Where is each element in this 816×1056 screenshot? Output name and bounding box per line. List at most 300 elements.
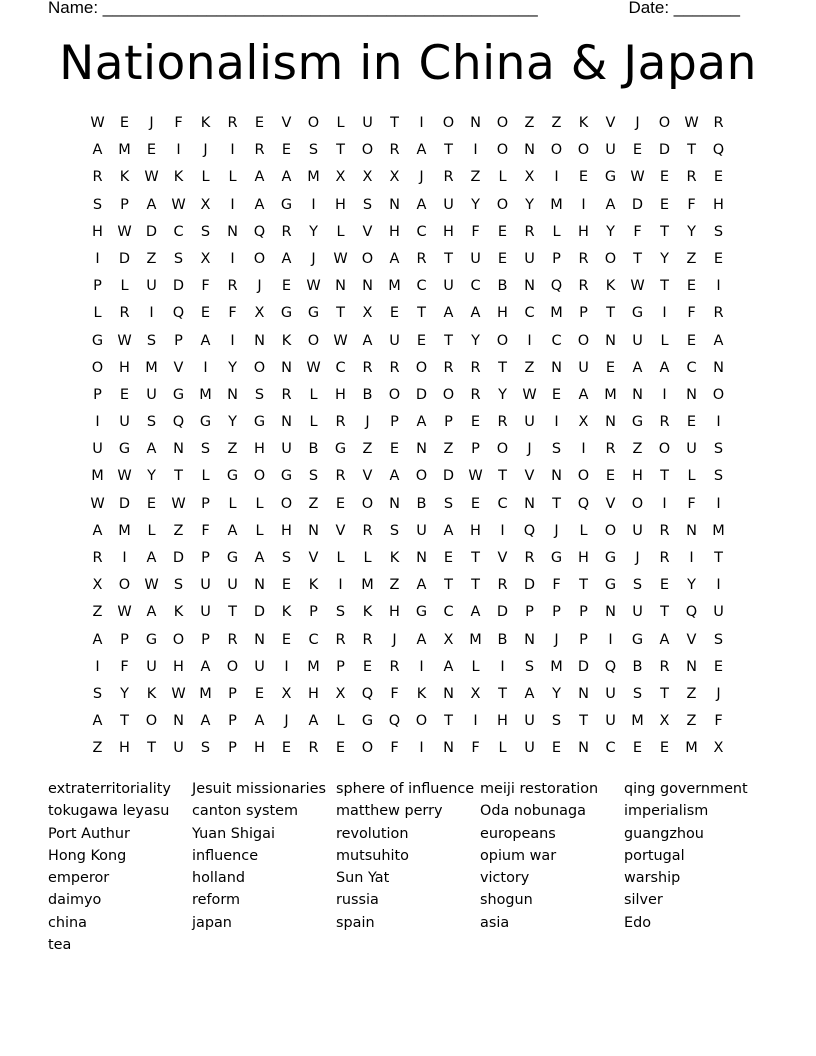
grid-letter: R — [470, 359, 481, 376]
grid-letter: T — [336, 305, 345, 322]
grid-letter: O — [442, 115, 455, 131]
word-list-item: silver — [624, 892, 663, 909]
grid-letter: G — [253, 414, 266, 431]
grid-letter: H — [470, 522, 481, 539]
grid-letter: Y — [228, 414, 237, 431]
grid-letter: H — [497, 305, 508, 322]
grid-letter: R — [335, 468, 346, 485]
grid-letter: L — [309, 386, 318, 403]
grid-letter: S — [281, 550, 292, 566]
grid-row — [84, 491, 732, 518]
grid-letter: R — [659, 658, 670, 675]
grid-letter: H — [632, 468, 643, 485]
grid-letter: X — [578, 414, 589, 431]
grid-letter: E — [632, 142, 643, 159]
grid-letter: C — [173, 223, 184, 240]
grid-letter: F — [714, 713, 723, 730]
grid-letter: I — [311, 196, 316, 213]
grid-letter: T — [228, 604, 237, 621]
grid-letter: R — [335, 414, 346, 431]
grid-letter: Z — [524, 115, 535, 131]
grid-letter: E — [335, 495, 346, 512]
grid-letter: Y — [552, 685, 561, 702]
grid-letter: O — [577, 332, 590, 349]
grid-letter: H — [335, 196, 346, 213]
word-list-item: opium war — [480, 847, 557, 864]
grid-letter: L — [228, 495, 237, 512]
grid-letter: X — [200, 250, 211, 267]
grid-letter: H — [443, 223, 454, 240]
grid-letter: S — [524, 658, 535, 675]
grid-letter: I — [149, 305, 154, 322]
grid-letter: A — [362, 332, 373, 349]
grid-letter: T — [660, 685, 669, 702]
grid-letter: W — [306, 278, 321, 295]
grid-letter: Z — [173, 522, 184, 539]
grid-letter: X — [335, 169, 346, 186]
grid-letter: L — [687, 468, 696, 485]
grid-letter: J — [392, 631, 397, 648]
grid-letter: X — [659, 713, 670, 730]
grid-letter: R — [227, 278, 238, 295]
grid-letter: D — [253, 604, 266, 621]
grid-letter: I — [419, 115, 424, 131]
grid-letter: R — [335, 631, 346, 648]
grid-letter: Q — [523, 522, 536, 539]
grid-letter: T — [714, 550, 723, 566]
grid-letter: U — [92, 441, 103, 458]
word-list-item: spain — [336, 914, 375, 931]
grid-letter: Z — [686, 713, 697, 730]
grid-letter: U — [227, 577, 238, 594]
grid-letter: U — [443, 196, 454, 213]
grid-letter: Q — [361, 685, 374, 702]
grid-letter: T — [579, 713, 588, 730]
grid-letter: N — [713, 359, 724, 376]
grid-letter: K — [173, 604, 184, 621]
grid-letter: E — [443, 550, 454, 566]
grid-letter: W — [117, 604, 132, 621]
grid-letter: L — [255, 522, 264, 539]
grid-letter: K — [578, 115, 589, 131]
grid-letter: P — [444, 414, 453, 431]
grid-row — [84, 518, 732, 545]
grid-letter: O — [361, 495, 374, 512]
word-list-item: daimyo — [48, 892, 102, 909]
grid-row — [84, 681, 732, 708]
grid-letter: M — [199, 685, 212, 702]
grid-letter: Y — [147, 468, 156, 485]
grid-letter: A — [92, 631, 103, 648]
grid-letter: G — [550, 550, 563, 566]
grid-letter: N — [416, 550, 427, 566]
grid-letter: E — [632, 740, 643, 757]
grid-letter: J — [635, 115, 640, 131]
grid-letter: N — [281, 414, 292, 431]
grid-letter: P — [120, 631, 129, 648]
grid-letter: E — [416, 332, 427, 349]
grid-letter: V — [605, 495, 616, 512]
grid-letter: G — [631, 631, 644, 648]
grid-letter: I — [419, 658, 424, 675]
grid-letter: U — [173, 740, 184, 757]
name-field[interactable]: Name: ______________________________________________ — [48, 0, 538, 17]
grid-letter: R — [578, 250, 589, 267]
grid-letter: O — [415, 713, 428, 730]
grid-letter: E — [713, 169, 724, 186]
grid-letter: A — [254, 169, 265, 186]
grid-letter: R — [497, 414, 508, 431]
grid-letter: X — [524, 169, 535, 186]
grid-letter: C — [308, 631, 319, 648]
grid-letter: M — [631, 713, 644, 730]
grid-letter: M — [550, 196, 563, 213]
grid-letter: T — [660, 278, 669, 295]
grid-letter: R — [578, 278, 589, 295]
grid-letter: G — [307, 305, 320, 322]
grid-letter: P — [336, 658, 345, 675]
grid-letter: F — [201, 278, 210, 295]
grid-letter: O — [604, 250, 617, 267]
grid-letter: H — [254, 441, 265, 458]
grid-letter: P — [390, 414, 399, 431]
grid-letter: N — [578, 685, 589, 702]
grid-letter: R — [470, 386, 481, 403]
grid-letter: R — [659, 522, 670, 539]
grid-letter: N — [605, 414, 616, 431]
grid-letter: L — [120, 278, 129, 295]
grid-row — [84, 572, 732, 599]
grid-letter: U — [524, 713, 535, 730]
grid-letter: L — [228, 169, 237, 186]
grid-letter: R — [524, 550, 535, 566]
grid-letter: V — [524, 468, 535, 485]
grid-letter: S — [713, 468, 724, 485]
grid-letter: A — [443, 522, 454, 539]
date-field[interactable]: Date: _______ — [628, 0, 740, 17]
grid-letter: P — [579, 305, 588, 322]
grid-letter: N — [605, 604, 616, 621]
grid-letter: T — [336, 142, 345, 159]
grid-letter: K — [389, 550, 400, 566]
word-list-item: Sun Yat — [336, 870, 390, 887]
grid-letter: S — [200, 441, 211, 458]
grid-letter: B — [416, 495, 427, 512]
grid-letter: I — [716, 414, 721, 431]
grid-letter: R — [443, 359, 454, 376]
grid-letter: E — [497, 250, 508, 267]
grid-letter: F — [390, 685, 399, 702]
grid-letter: N — [173, 713, 184, 730]
grid-letter: A — [416, 577, 427, 594]
grid-letter: U — [632, 522, 643, 539]
grid-letter: S — [200, 223, 211, 240]
grid-letter: V — [686, 631, 697, 648]
grid-letter: E — [146, 142, 157, 159]
word-list-item: europeans — [480, 825, 556, 842]
grid-letter: K — [416, 685, 427, 702]
grid-letter: T — [471, 577, 480, 594]
grid-letter: S — [92, 196, 103, 213]
grid-letter: Z — [362, 441, 373, 458]
grid-letter: O — [496, 115, 509, 131]
grid-letter: D — [658, 142, 671, 159]
grid-letter: F — [552, 577, 561, 594]
grid-letter: H — [308, 685, 319, 702]
grid-letter: R — [389, 142, 400, 159]
grid-letter: A — [605, 196, 616, 213]
grid-letter: N — [227, 386, 238, 403]
grid-letter: O — [361, 740, 374, 757]
grid-letter: O — [361, 142, 374, 159]
grid-letter: J — [149, 115, 154, 131]
word-list-item: canton system — [192, 803, 299, 820]
word-list-item: tokugawa leyasu — [48, 803, 170, 820]
grid-letter: R — [362, 631, 373, 648]
grid-letter: I — [581, 441, 586, 458]
grid-letter: W — [117, 223, 132, 240]
grid-letter: W — [333, 332, 348, 349]
grid-letter: N — [605, 332, 616, 349]
grid-letter: I — [716, 278, 721, 295]
grid-letter: P — [201, 631, 210, 648]
grid-letter: C — [497, 495, 508, 512]
grid-letter: A — [200, 658, 211, 675]
grid-letter: L — [336, 713, 345, 730]
grid-letter: S — [362, 196, 373, 213]
grid-letter: A — [470, 604, 481, 621]
grid-letter: V — [281, 115, 292, 131]
grid-letter: H — [389, 604, 400, 621]
grid-letter: P — [93, 386, 102, 403]
grid-letter: A — [632, 359, 643, 376]
grid-letter: Z — [92, 604, 103, 621]
grid-letter: U — [119, 414, 130, 431]
grid-letter: Y — [120, 685, 129, 702]
grid-row — [84, 137, 732, 164]
grid-letter: T — [444, 142, 453, 159]
grid-row — [84, 328, 732, 355]
grid-letter: S — [335, 604, 346, 621]
grid-row — [84, 708, 732, 735]
grid-letter: L — [336, 223, 345, 240]
grid-letter: Q — [577, 495, 590, 512]
grid-letter: D — [442, 468, 455, 485]
grid-letter: H — [578, 550, 589, 566]
grid-letter: P — [579, 631, 588, 648]
grid-letter: W — [333, 250, 348, 267]
word-list-item: meiji restoration — [480, 781, 599, 797]
grid-letter: E — [146, 495, 157, 512]
grid-letter: U — [146, 658, 157, 675]
grid-letter: M — [685, 740, 698, 757]
word-list-item: Port Authur — [48, 825, 130, 842]
grid-letter: A — [659, 359, 670, 376]
grid-letter: A — [416, 414, 427, 431]
grid-letter: I — [581, 196, 586, 213]
grid-letter: O — [145, 713, 158, 730]
grid-letter: J — [716, 685, 721, 702]
grid-letter: I — [284, 658, 289, 675]
grid-letter: E — [281, 577, 292, 594]
grid-letter: H — [281, 522, 292, 539]
grid-letter: A — [416, 196, 427, 213]
grid-letter: V — [605, 115, 616, 131]
grid-letter: F — [174, 115, 183, 131]
grid-letter: F — [201, 522, 210, 539]
grid-letter: T — [147, 740, 156, 757]
grid-letter: T — [444, 250, 453, 267]
grid-letter: T — [390, 115, 399, 131]
grid-letter: Q — [685, 604, 698, 621]
grid-letter: A — [578, 386, 589, 403]
grid-letter: N — [443, 685, 454, 702]
grid-letter: O — [361, 250, 374, 267]
grid-letter: K — [281, 604, 292, 621]
grid-letter: R — [227, 115, 238, 131]
grid-letter: E — [119, 386, 130, 403]
grid-letter: R — [389, 359, 400, 376]
grid-letter: K — [605, 278, 616, 295]
grid-letter: A — [146, 441, 157, 458]
grid-letter: I — [689, 550, 694, 566]
grid-letter: P — [228, 740, 237, 757]
grid-letter: E — [659, 169, 670, 186]
grid-letter: W — [90, 115, 105, 131]
grid-letter: A — [308, 713, 319, 730]
grid-letter: K — [146, 685, 157, 702]
grid-letter: K — [362, 604, 373, 621]
grid-letter: I — [338, 577, 343, 594]
grid-letter: S — [632, 577, 643, 594]
grid-letter: I — [500, 658, 505, 675]
grid-letter: R — [713, 115, 724, 131]
grid-letter: E — [389, 305, 400, 322]
grid-letter: S — [200, 740, 211, 757]
grid-letter: Q — [388, 713, 401, 730]
grid-letter: I — [203, 359, 208, 376]
grid-letter: U — [524, 414, 535, 431]
grid-letter: K — [308, 577, 319, 594]
grid-letter: V — [335, 522, 346, 539]
grid-letter: N — [416, 441, 427, 458]
grid-letter: M — [307, 169, 320, 186]
grid-letter: X — [362, 169, 373, 186]
grid-letter: N — [524, 631, 535, 648]
grid-letter: R — [227, 631, 238, 648]
grid-letter: H — [578, 223, 589, 240]
grid-letter: X — [281, 685, 292, 702]
grid-letter: G — [604, 577, 617, 594]
grid-letter: H — [497, 713, 508, 730]
grid-letter: C — [416, 223, 427, 240]
grid-letter: A — [92, 142, 103, 159]
grid-letter: W — [171, 685, 186, 702]
grid-letter: B — [497, 631, 508, 648]
grid-letter: S — [146, 332, 157, 349]
grid-letter: Z — [470, 169, 481, 186]
grid-letter: N — [470, 115, 481, 131]
grid-letter: U — [686, 441, 697, 458]
grid-row — [84, 654, 732, 681]
grid-letter: T — [660, 468, 669, 485]
grid-letter: S — [173, 577, 184, 594]
grid-letter: E — [470, 414, 481, 431]
grid-letter: H — [713, 196, 724, 213]
grid-letter: I — [95, 414, 100, 431]
word-list-item: imperialism — [624, 803, 709, 820]
grid-letter: E — [470, 495, 481, 512]
grid-letter: U — [578, 359, 589, 376]
grid-letter: E — [119, 115, 130, 131]
grid-letter: V — [362, 468, 373, 485]
grid-letter: R — [659, 550, 670, 566]
word-list-item: guangzhou — [624, 825, 704, 842]
grid-letter: G — [118, 441, 131, 458]
grid-letter: I — [230, 250, 235, 267]
word-list-item: china — [48, 914, 87, 931]
grid-row — [84, 192, 732, 219]
grid-letter: J — [284, 713, 289, 730]
grid-letter: S — [254, 386, 265, 403]
grid-letter: C — [524, 305, 535, 322]
word-list-item: tea — [48, 937, 72, 954]
word-list-item: portugal — [624, 847, 685, 864]
grid-letter: N — [335, 278, 346, 295]
grid-letter: O — [577, 468, 590, 485]
grid-letter: L — [309, 414, 318, 431]
grid-letter: W — [468, 468, 483, 485]
grid-letter: N — [686, 658, 697, 675]
grid-letter: B — [362, 386, 373, 403]
grid-letter: P — [120, 196, 129, 213]
grid-letter: G — [199, 414, 212, 431]
grid-letter: N — [227, 223, 238, 240]
grid-letter: A — [254, 713, 265, 730]
grid-letter: E — [281, 142, 292, 159]
grid-row — [84, 300, 732, 327]
grid-letter: M — [361, 577, 374, 594]
grid-letter: Y — [309, 223, 318, 240]
grid-letter: S — [389, 522, 400, 539]
grid-letter: K — [119, 169, 130, 186]
grid-letter: I — [527, 332, 532, 349]
grid-letter: A — [227, 522, 238, 539]
grid-letter: I — [662, 386, 667, 403]
word-list-item: influence — [192, 847, 259, 864]
grid-letter: A — [416, 631, 427, 648]
grid-letter: A — [254, 196, 265, 213]
grid-letter: U — [200, 604, 211, 621]
grid-letter: W — [522, 386, 537, 403]
grid-letter: G — [415, 604, 428, 621]
grid-letter: J — [419, 169, 424, 186]
grid-letter: E — [551, 386, 562, 403]
grid-letter: I — [500, 522, 505, 539]
grid-letter: E — [605, 468, 616, 485]
grid-letter: G — [334, 441, 347, 458]
grid-letter: O — [442, 386, 455, 403]
grid-letter: O — [415, 468, 428, 485]
grid-letter: J — [635, 550, 640, 566]
grid-letter: O — [226, 658, 239, 675]
grid-letter: A — [146, 196, 157, 213]
grid-letter: X — [443, 631, 454, 648]
grid-letter: O — [280, 495, 293, 512]
grid-letter: E — [686, 278, 697, 295]
grid-letter: R — [308, 740, 319, 757]
grid-letter: N — [551, 468, 562, 485]
